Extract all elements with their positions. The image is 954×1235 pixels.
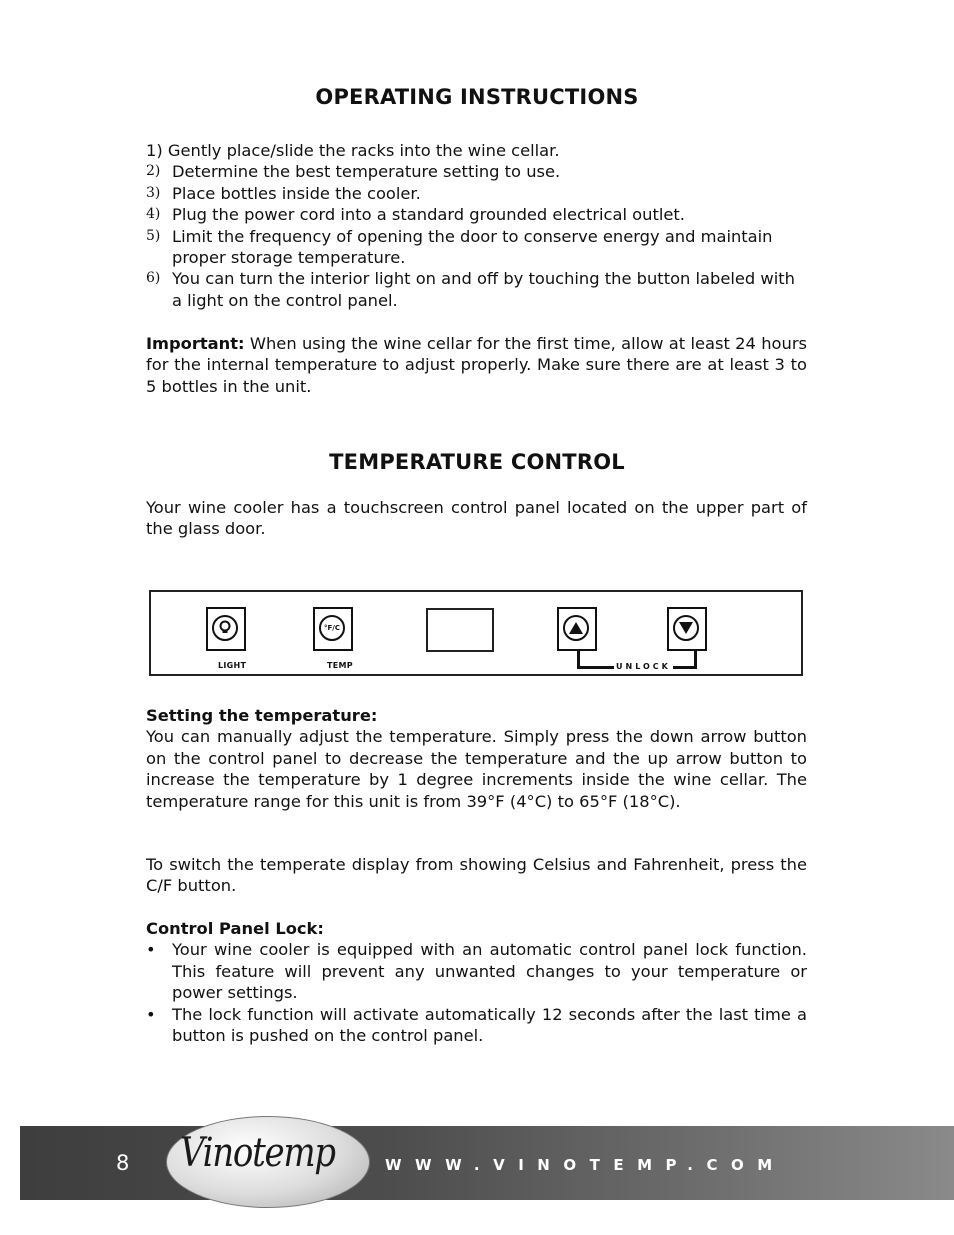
list-item [146,939,807,1003]
fahrenheit-celsius-icon [319,615,345,641]
step-text: Limit the frequency of opening the door to conserve energy and maintain proper storage temperature. [172,226,773,268]
logo-text: Vinotemp [180,1130,335,1176]
step-number: 5) [146,227,161,244]
temp-button-text: °F/C [324,624,340,632]
setting-text: You can manually adjust the temperature. Simply press the down arrow button on the control panel to decrease the temperature and the up arrow button to increase the temperature by 1 degree increments inside the wine cellar. The temperature range for this unit is from 39°F (4°C) to 65°F (18°C). [146,727,807,811]
bullet-text: Your wine cooler is equipped with an automatic control panel lock function. This feature will prevent any unwanted changes to your temperature or power settings. [172,940,807,1003]
list-item [146,1004,807,1047]
bullet: • [146,940,156,960]
setting-title: Setting the temperature: [146,706,378,725]
temp-label: TEMP [327,661,353,670]
temperature-display [426,608,494,652]
page-number: 8 [116,1151,130,1175]
heading-temperature-control: TEMPERATURE CONTROL [329,450,625,474]
step-number: 4) [146,206,161,223]
important-text: When using the wine cellar for the first time, allow at least 24 hours for the internal temperature to adjust properly. Make sure there are at least 3 to 5 bottles in the unit. [146,334,807,396]
light-button [206,607,246,651]
list-item [146,161,807,182]
down-arrow-button [667,607,707,651]
step-text: Determine the best temperature setting to use. [172,162,561,182]
up-arrow-button [557,607,597,651]
heading-operating-instructions: OPERATING INSTRUCTIONS [315,85,639,109]
up-arrow-icon [563,615,589,641]
setting-temperature-section [146,705,807,812]
control-panel-diagram [149,590,803,676]
step-text: Gently place/slide the racks into the wine cellar. [167,141,560,160]
operating-steps-list [146,140,807,311]
list-item [146,268,807,311]
lock-title: Control Panel Lock: [146,919,324,938]
list-item [146,183,807,204]
important-note [146,333,807,397]
step-text: Place bottles inside the cooler. [172,183,421,203]
vinotemp-logo [166,1116,370,1208]
unlock-label: UNLOCK [616,662,671,671]
temp-button [313,607,353,651]
light-label: LIGHT [218,661,247,670]
important-label: Important: [146,334,245,353]
list-item [146,204,807,225]
step-number: 3) [146,184,161,201]
bullet-text: The lock function will activate automatically 12 seconds after the last time a button is pushed on the control panel. [172,1004,807,1046]
switch-paragraph: To switch the temperate display from showing Celsius and Fahrenheit, press the C/F button. [146,855,807,896]
website-url: WWW.VINOTEMP.COM [385,1156,786,1174]
list-item [146,226,807,269]
step-text: Plug the power cord into a standard grounded electrical outlet. [172,205,685,225]
down-arrow-icon [673,615,699,641]
step-text: You can turn the interior light on and off by touching the button labeled with a light on the control panel. [172,269,795,310]
control-panel-lock-section [146,918,807,1046]
intro-paragraph: Your wine cooler has a touchscreen control panel located on the upper part of the glass door. [146,498,807,539]
step-number: 1) [146,141,163,160]
list-item [146,140,807,161]
step-number: 6) [146,270,161,287]
light-bulb-icon [212,615,238,641]
step-number: 2) [146,163,161,180]
bullet: • [146,1004,156,1024]
